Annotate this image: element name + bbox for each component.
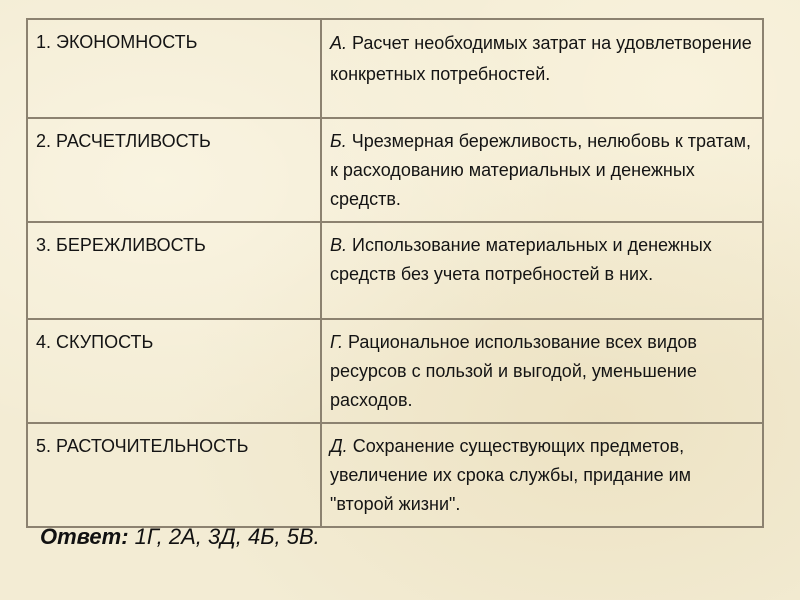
definition-text: Рациональное использование всех видов ресурсов с пользой и выгодой, уменьшение расходов. [330, 332, 697, 410]
definition-cell [321, 222, 763, 319]
answer-value: 1Г, 2А, 3Д, 4Б, 5В. [128, 524, 320, 549]
table-row [27, 222, 763, 319]
table-row [27, 423, 763, 527]
matching-table [26, 18, 764, 528]
definition-letter: Г. [330, 332, 343, 352]
term-cell: 5. РАСТОЧИТЕЛЬНОСТЬ [27, 423, 321, 527]
answer-label: Ответ: [40, 524, 129, 549]
table-row [27, 19, 763, 118]
term-cell: 2. РАСЧЕТЛИВОСТЬ [27, 118, 321, 222]
definition-letter: А. [330, 33, 348, 53]
definition-text: Сохранение существующих предметов, увеличение их срока службы, придание им "второй жизни". [330, 436, 692, 514]
definition-letter: Б. [330, 131, 347, 151]
definition-cell [321, 319, 763, 423]
term-cell: 1. ЭКОНОМНОСТЬ [27, 19, 321, 118]
table-row [27, 118, 763, 222]
table-row [27, 319, 763, 423]
answer-line [40, 524, 320, 550]
term-cell: 4. СКУПОСТЬ [27, 319, 321, 423]
definition-text: Использование материальных и денежных средств без учета потребностей в них. [330, 235, 712, 284]
definition-text: Чрезмерная бережливость, нелюбовь к тратам, к расходованию материальных и денежных средств. [330, 131, 752, 209]
definition-cell [321, 423, 763, 527]
definition-letter: Д. [330, 436, 348, 456]
definition-cell [321, 19, 763, 118]
term-cell: 3. БЕРЕЖЛИВОСТЬ [27, 222, 321, 319]
definition-cell [321, 118, 763, 222]
definition-text: Расчет необходимых затрат на удовлетворение конкретных потребностей. [330, 33, 752, 84]
definition-letter: В. [330, 235, 348, 255]
